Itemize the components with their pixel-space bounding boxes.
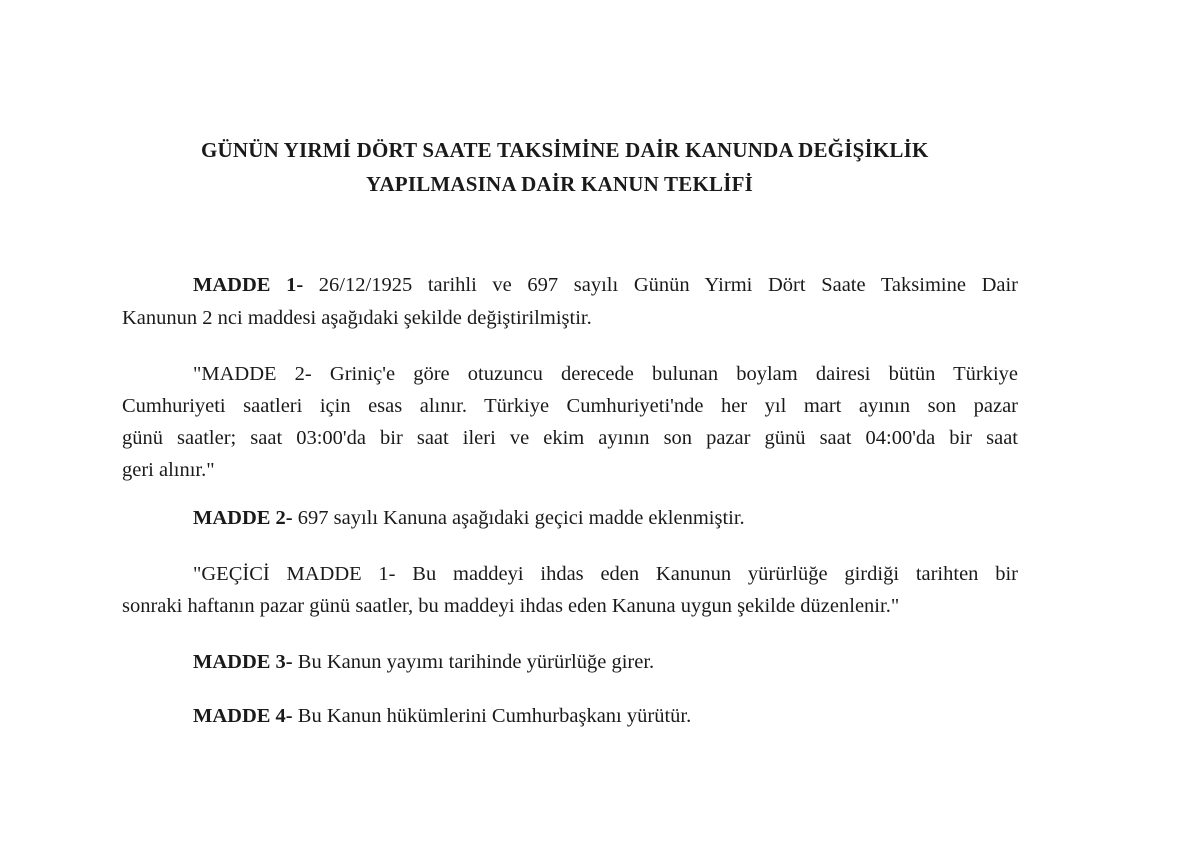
quote-1-line-4: geri alınır." [122, 459, 215, 481]
quote-1-line-3: günü saatler; saat 03:00'da bir saat ileri ve ekim ayının son pazar günü saat 04:00'da bir saat [122, 427, 1018, 449]
article-3-text: Bu Kanun yayımı tarihinde yürürlüğe girer. [297, 651, 655, 673]
article-1-text: 26/12/1925 tarihli ve 697 sayılı Günün Yirmi Dört Saate Taksimine Dair [318, 274, 1019, 296]
quote-1-line-2: Cumhuriyeti saatleri için esas alınır. Türkiye Cumhuriyeti'nde her yıl mart ayının son pazar [122, 395, 1018, 417]
article-3-label: MADDE 3- [193, 651, 293, 673]
article-1-label: MADDE 1- [193, 274, 304, 296]
quote-2-line-2: sonraki haftanın pazar günü saatler, bu maddeyi ihdas eden Kanuna uygun şekilde düzenlenir." [122, 595, 900, 617]
article-3-line-1 [193, 651, 654, 674]
quote-1-line-1: "MADDE 2- Griniç'e göre otuzuncu derecede bulunan boylam dairesi bütün Türkiye [193, 363, 1018, 385]
document-title-line-2: YAPILMASINA DAİR KANUN TEKLİFİ [366, 172, 753, 196]
article-2-line-1 [193, 507, 745, 530]
article-4-label: MADDE 4- [193, 705, 293, 727]
article-4-text: Bu Kanun hükümlerini Cumhurbaşkanı yürütür. [297, 705, 692, 727]
article-1-line-1 [193, 274, 1018, 297]
article-1-line-2: Kanunun 2 nci maddesi aşağıdaki şekilde değiştirilmiştir. [122, 307, 592, 329]
article-2-text: 697 sayılı Kanuna aşağıdaki geçici madde eklenmiştir. [297, 507, 745, 529]
article-2-label: MADDE 2- [193, 507, 293, 529]
quote-2-line-1: "GEÇİCİ MADDE 1- Bu maddeyi ihdas eden Kanunun yürürlüğe girdiği tarihten bir [193, 563, 1018, 585]
document-title-line-1: GÜNÜN YIRMİ DÖRT SAATE TAKSİMİNE DAİR KANUNDA DEĞİŞİKLİK [201, 138, 929, 162]
article-4-line-1 [193, 705, 691, 728]
